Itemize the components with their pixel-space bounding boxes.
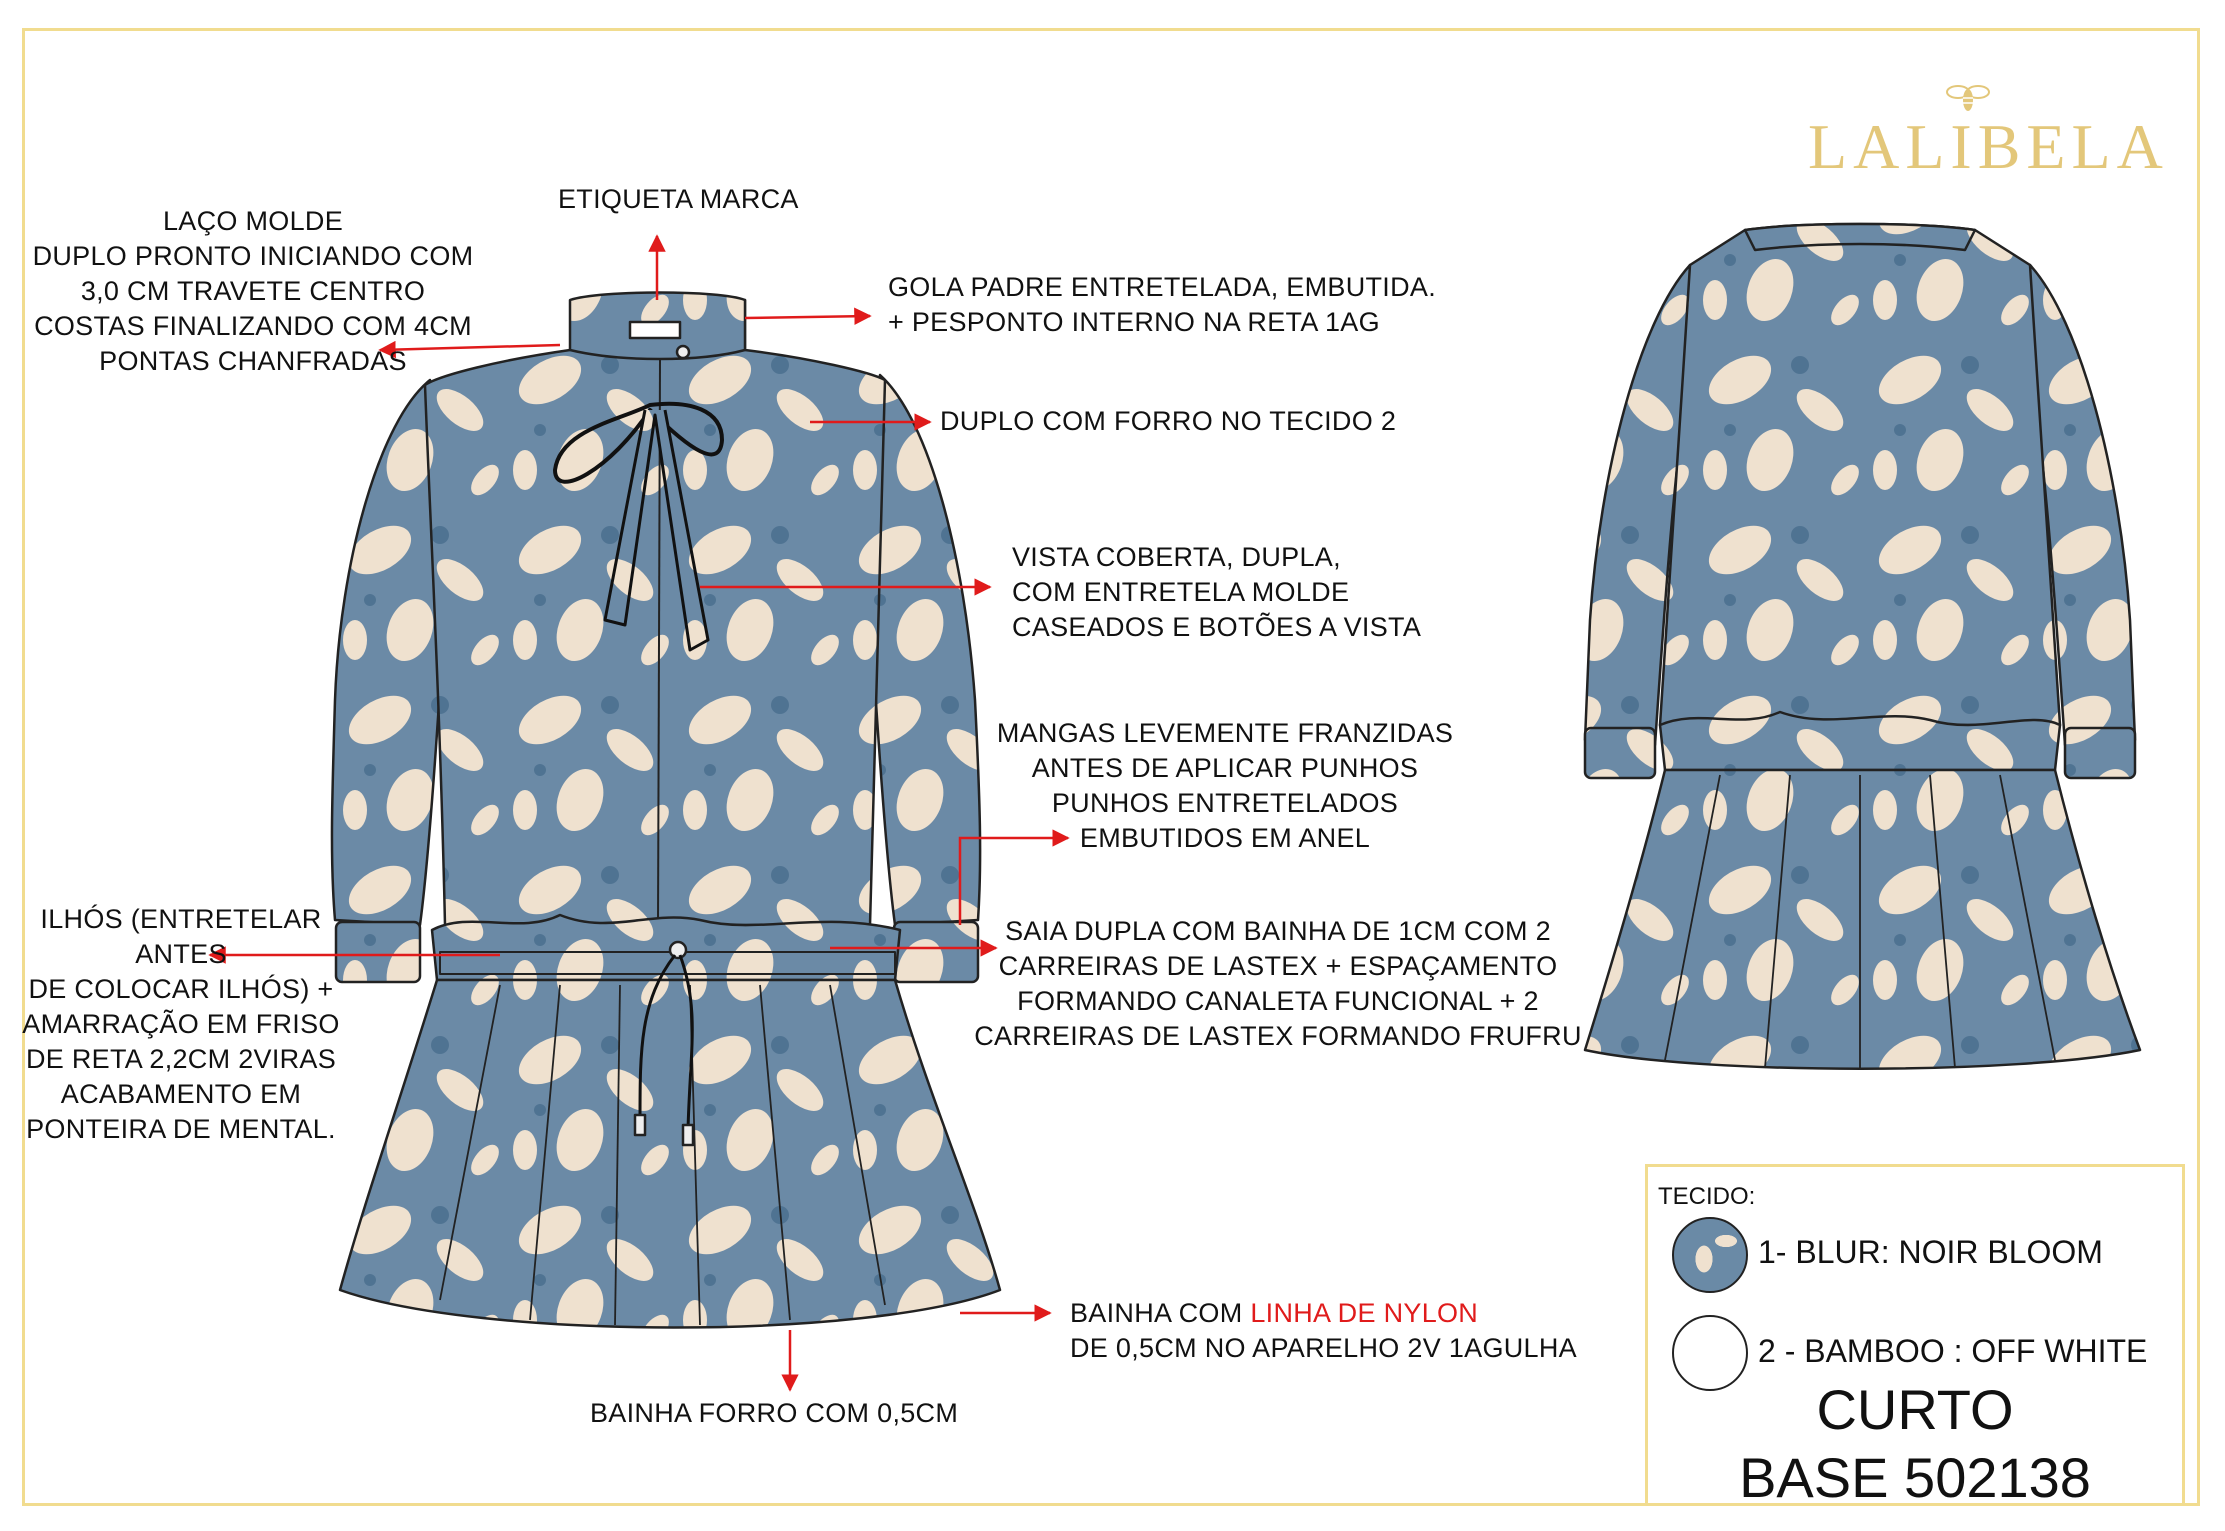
label-bainha-forro: BAINHA FORRO COM 0,5CM <box>590 1398 959 1428</box>
label-bainha: BAINHA COM LINHA DE NYLON DE 0,5CM NO APARELHO 2V 1AGULHA <box>1070 1298 1577 1363</box>
back-right-cuff <box>2065 728 2135 778</box>
front-right-cuff <box>894 922 978 982</box>
label-etiqueta: ETIQUETA MARCA <box>558 184 799 214</box>
fabric-legend <box>1645 1164 2185 1509</box>
fabric-item-1: 1- BLUR: NOIR BLOOM <box>1758 1234 2103 1270</box>
front-bodice <box>425 300 885 925</box>
label-ilhos: ILHÓS (ENTRETELAR ANTES DE COLOCAR ILHÓS) + AMARRAÇÃO EM FRISO DE RETA 2,2CM 2VIRAS ACABAMENTO EM PONTEIRA DE MENTAL. <box>22 904 340 1144</box>
front-view-dress <box>332 293 1000 1328</box>
label-gola: GOLA PADRE ENTRETELADA, EMBUTIDA. + PESPONTO INTERNO NA RETA 1AG <box>888 272 1437 337</box>
back-left-cuff <box>1585 728 1655 778</box>
label-vista: VISTA COBERTA, DUPLA, COM ENTRETELA MOLDE CASEADOS E BOTÕES A VISTA <box>1012 542 1422 642</box>
fabric-title: TECIDO: <box>1658 1183 1756 1210</box>
back-bodice <box>1660 224 2060 725</box>
label-duplo: DUPLO COM FORRO NO TECIDO 2 <box>940 406 1397 436</box>
front-skirt <box>340 980 1000 1328</box>
label-laco: LAÇO MOLDE DUPLO PRONTO INICIANDO COM 3,0 CM TRAVETE CENTRO COSTAS FINALIZANDO COM 4CM PONTAS CHANFRADAS <box>32 206 474 376</box>
label-saia: SAIA DUPLA COM BAINHA DE 1CM COM 2 CARREIRAS DE LASTEX + ESPAÇAMENTO FORMANDO CANALETA FUNCIONAL + 2 CARREIRAS DE LASTEX FORMANDO FRUFRU <box>974 916 1582 1051</box>
bainha-highlight: LINHA DE NYLON <box>1250 1298 1479 1328</box>
brand-name: LALIBELA <box>1808 111 2169 182</box>
base-code: BASE 502138 <box>1739 1446 2091 1509</box>
fabric-swatch-blur <box>1672 1217 1748 1293</box>
back-view-dress <box>1585 224 2140 1070</box>
label-mangas: MANGAS LEVEMENTE FRANZIDAS ANTES DE APLICAR PUNHOS PUNHOS ENTRETELADOS EMBUTIDOS EM ANEL <box>996 718 1454 853</box>
back-skirt <box>1585 770 2140 1069</box>
fabric-item-2: 2 - BAMBOO : OFF WHITE <box>1758 1333 2148 1369</box>
length-label: CURTO <box>1816 1378 2014 1441</box>
front-left-cuff <box>336 922 420 982</box>
